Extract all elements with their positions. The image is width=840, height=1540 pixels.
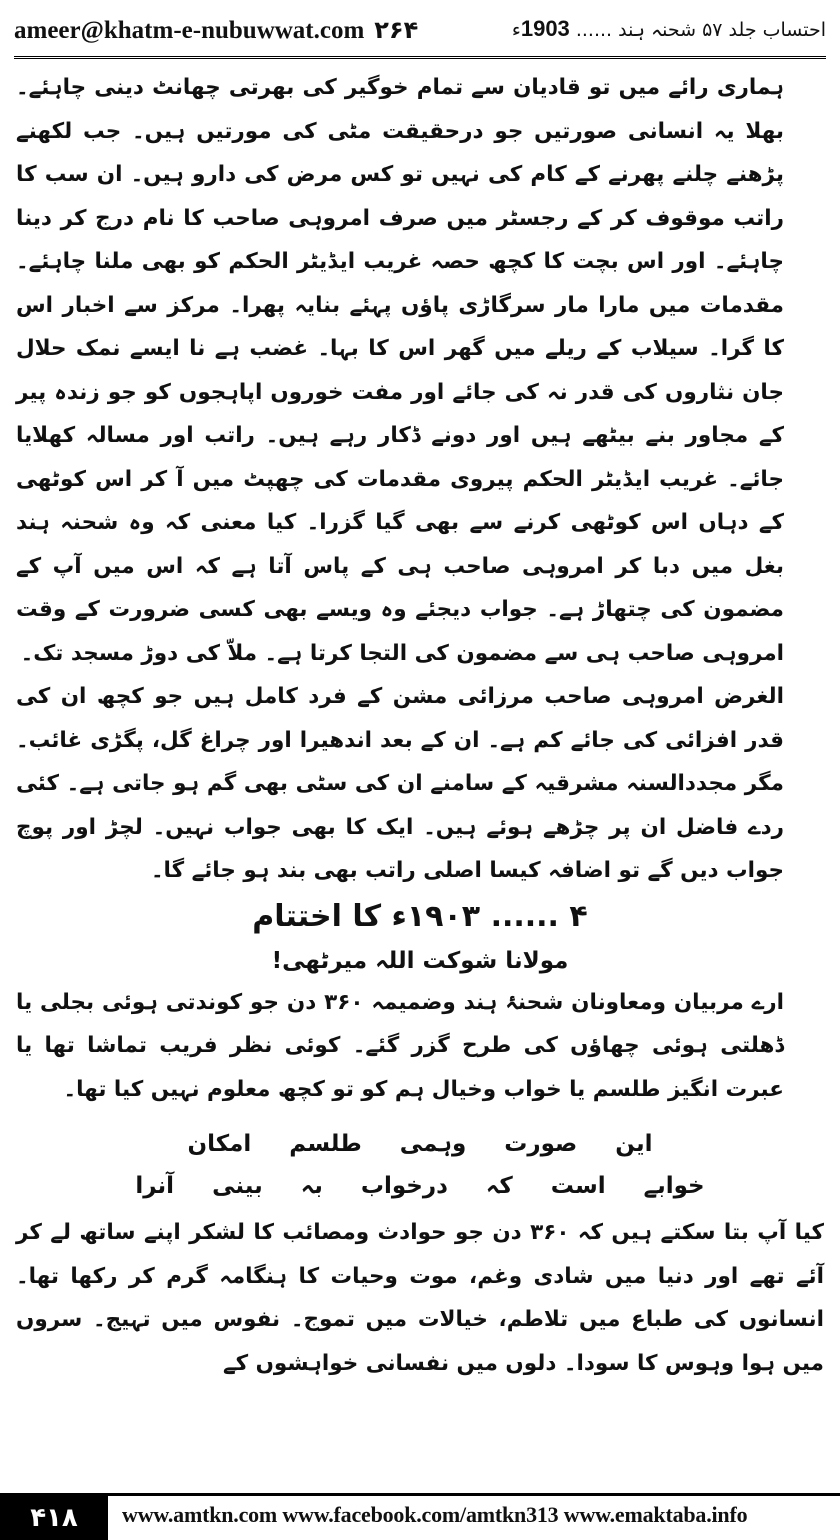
paragraph-4: کیا آپ بتا سکتے ہیں کہ ۳۶۰ دن جو حوادث ومصائب کا لشکر اپنے ساتھ لے کر آئے تھے اور دنیا میں شادی وغم، موت وحیات کا ہنگامہ گرم کر رکھا تھا۔ انسانوں کی طباع میں تلاطم، خیالات میں تموج۔ نفوس میں تہیج۔ سروں میں ہوا وہوس کا سودا۔ دلوں میں نفسانی خواہشوں کے xyxy=(16,1220,824,1376)
header-title-prefix: احتساب جلد ۵۷ شحنہ ہند ...... xyxy=(569,19,826,41)
footer-links[interactable]: www.amtkn.com www.facebook.com/amtkn313 www.emaktaba.info xyxy=(122,1502,748,1527)
poem xyxy=(16,1123,824,1207)
header-page-marker: ۲۶۴ xyxy=(374,16,419,44)
footer-page-number: ۴۱۸ xyxy=(0,1496,108,1540)
header-rule xyxy=(14,56,826,59)
header-year: 1903 xyxy=(520,16,570,41)
paragraph-2: الغرض امروہی صاحب مرزائی مشن کے فرد کامل ہیں جو کچھ ان کی قدر افزائی کی جائے کم ہے۔ ان کے بعد اندھیرا اور چراغ گل، پگڑی غائب۔ مگر مجددالسنہ مشرقیہ کے سامنے ان کی سٹی بھی گم ہو جاتی ہے۔ کئی ردے فاضل ان پر چڑھے ہوئے ہیں۔ ایک کا بھی جواب نہیں۔ لچڑ اور پوچ جواب دیں گے تو اضافہ کیسا اصلی راتب بھی بند ہو جائے گا۔ xyxy=(16,684,784,883)
poem-line-1: این صورت وہمی طلسم امکان xyxy=(187,1131,653,1157)
header-year-suffix: ء xyxy=(511,19,521,41)
section-author: مولانا شوکت اللہ میرٹھی! xyxy=(271,947,569,974)
paragraph-3: ارے مربیان ومعاونان شحنۂ ہند وضمیمہ ۳۶۰ دن جو کوندتی ہوئی بجلی یا ڈھلتی ہوئی چھاؤں کی طرح گزر گئے۔ کوئی نظر فریب تماشا تھا یا عبرت انگیز طلسم یا خواب وخیال ہم کو تو کچھ معلوم نہیں کیا تھا۔ xyxy=(16,989,785,1102)
article-body xyxy=(16,66,824,1484)
header-left xyxy=(14,16,418,45)
header-title xyxy=(512,16,826,42)
paragraph-1: ہماری رائے میں تو قادیان سے تمام خوگیر کی بھرتی چھانٹ دینی چاہئے۔ بھلا یہ انسانی صورتیں جو درحقیقت مٹی کی مورتیں ہیں۔ جب لکھنے پڑھنے چلنے پھرنے کے کام کی نہیں تو کس مرض کی دارو ہیں۔ ان سب کا راتب موقوف کر کے رجسٹر میں صرف امروہی صاحب کا نام درج کر دینا چاہئے۔ اور اس بچت کا کچھ حصہ غریب ایڈیٹر الحکم کو بھی ملنا چاہئے۔ مقدمات میں مارا مار سرگاڑی پاؤں پہئے بنایہ پھرا۔ مرکز سے اخبار اس کا گرا۔ سیلاب کے ریلے میں گھر اس کا بہا۔ غضب ہے نا ایسے نمک حلال جان نثاروں کی قدر نہ کی جائے اور مفت خوروں اپاہجوں کو جو زندہ پیر کے مجاور بنے بیٹھے ہیں اور دونے ڈکار رہے ہیں۔ راتب اور مسالہ کھلایا جائے۔ غریب ایڈیٹر الحکم پیروی مقدمات کی چھپٹ میں آ کر اس کوٹھی کے دہاں اس کوٹھی کرنے سے بھی گیا گزرا۔ کیا معنی کہ وہ شحنہ ہند بغل میں دبا کر امروہی صاحب ہی کے پاس آتا ہے کہ اس میں آپ کے مضمون کی چتھاڑ ہے۔ جواب دیجئے وہ ویسے بھی کسی ضرورت کے وقت امروہی صاحب ہی سے مضمون کی التجا کرتا ہے۔ ملاّ کی دوڑ مسجد تک۔ xyxy=(16,75,784,666)
page-header xyxy=(14,12,826,52)
section-title: ۴ ...... ۱۹۰۳ء کا اختتام xyxy=(252,898,588,934)
header-email[interactable]: ameer@khatm-e-nubuwwat.com xyxy=(14,17,365,44)
page-footer xyxy=(0,1493,840,1540)
poem-line-2: خوابے است کہ درخواب بہ بینی آنرا xyxy=(135,1173,705,1199)
